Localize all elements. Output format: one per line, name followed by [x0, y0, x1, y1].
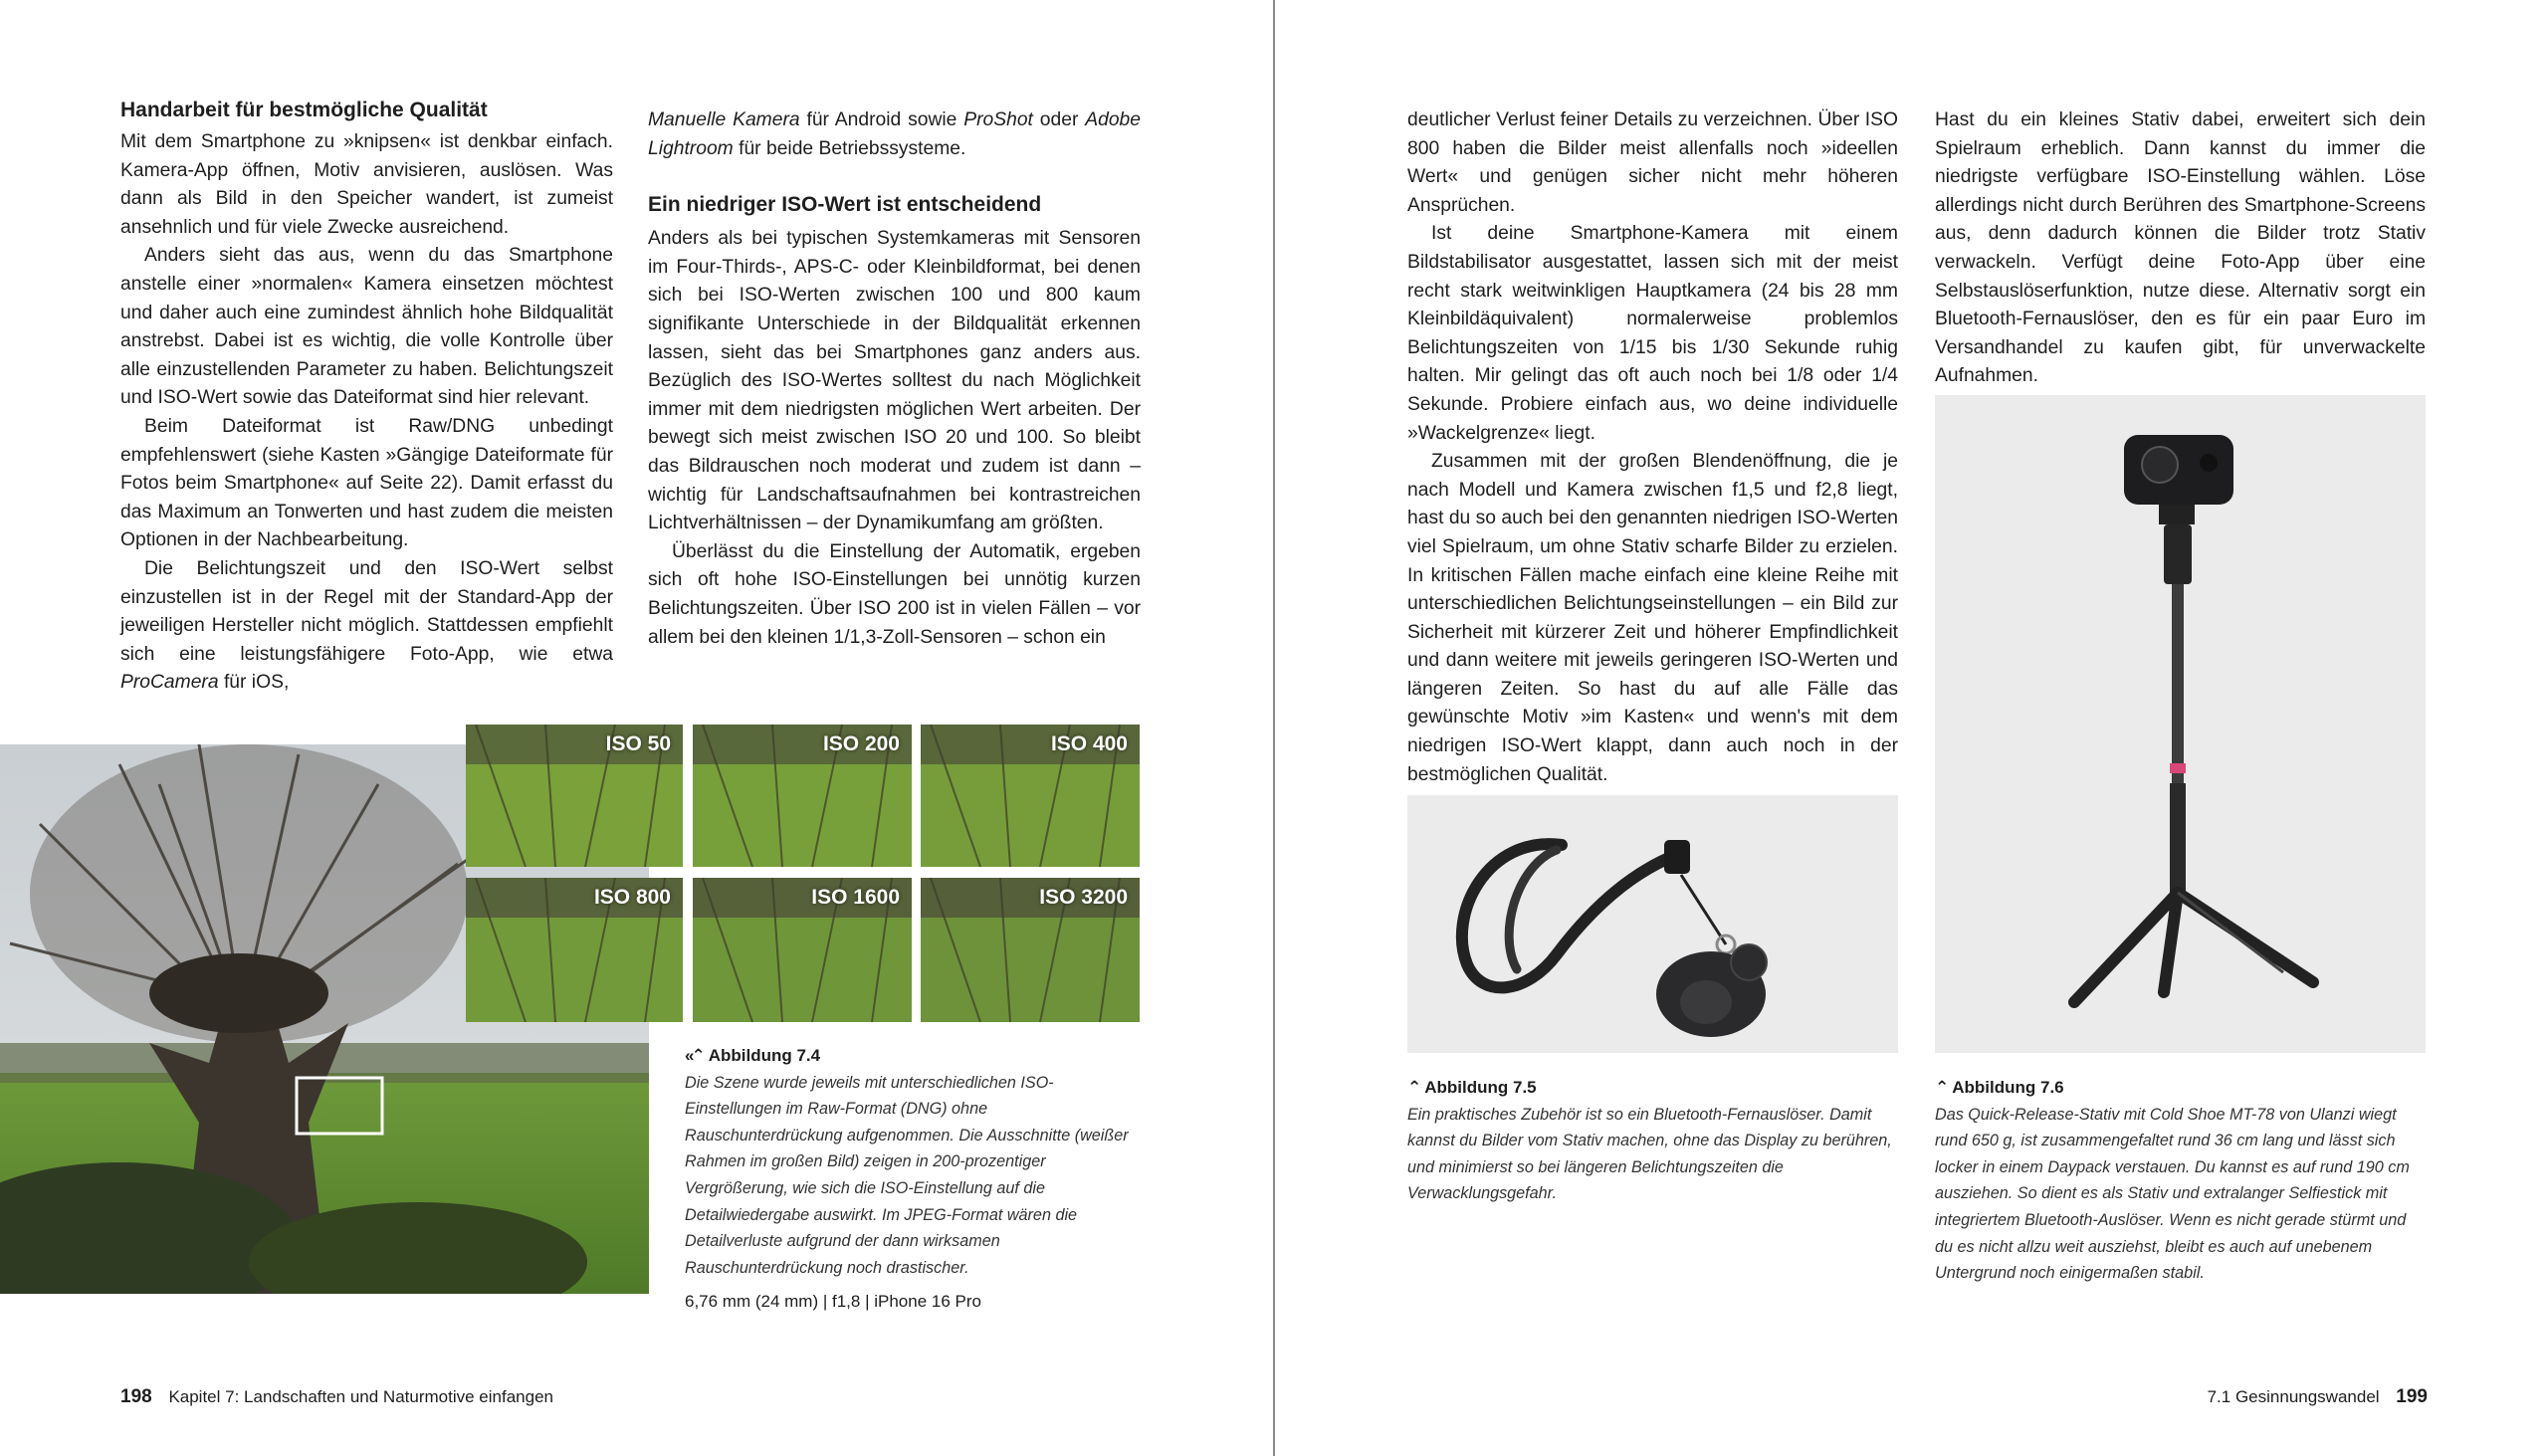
page-number: 199 — [2396, 1386, 2428, 1407]
app-name-lightroom: Adobe Lightroom — [648, 109, 1141, 159]
left-footer — [120, 1386, 553, 1408]
paragraph: Mit dem Smartphone zu »knipsen« ist denkbar einfach. Kamera-App öffnen, Motiv anvisieren, auslösen. Was dann als Bild in den Speicher wandert, ist zumeist ansehnlich und für viele Zwecke ausreichend. — [120, 131, 613, 238]
iso-crop-1 — [466, 725, 683, 867]
caption-heading — [685, 1043, 1138, 1070]
caption-title: Abbildung 7.5 — [1424, 1078, 1537, 1097]
paragraph: Anders sieht das aus, wenn du das Smartphone anstelle einer »normalen« Kamera einsetzen möchtest und daher auch eine zumindest ähnlich hohe Bildqualität anstrebst. Dabei ist es wichtig, die volle Kontrolle über alle einzustellenden Parameter zu haben. Belichtungszeit und ISO-Wert sowie das Dateiformat sind hier relevant. — [120, 245, 613, 409]
iso-crop-4 — [466, 878, 683, 1022]
app-name-manuelle-kamera: Manuelle Kamera — [648, 109, 800, 130]
paragraph: Überlässt du die Einstellung der Automatik, ergeben sich oft hohe ISO-Einstellungen bei unnötig kurzen Belichtungszeiten. Über ISO 200 ist in vielen Fällen – vor allem bei den kleinen 1/1,3-Zoll-Sensoren – schon ein — [648, 540, 1141, 648]
section-heading-handarbeit: Handarbeit für bestmögliche Qualität — [120, 99, 488, 121]
right-footer — [2208, 1386, 2428, 1408]
double-chevron-up-icon: ⌃ — [1407, 1078, 1419, 1097]
paragraph — [648, 106, 1141, 163]
caption-title: Abbildung 7.4 — [708, 1046, 821, 1065]
section-heading-iso: Ein niedriger ISO-Wert ist entscheidend — [648, 193, 1042, 217]
paragraph: Ist deine Smartphone-Kamera mit einem Bildstabilisator ausgestattet, lassen sich mit der meist recht stark weitwinkligen Hauptkamera (24 bis 28 mm Kleinbildäquivalent) normalerweise problemlos Belichtungszeiten von 1/15 bis 1/30 Sekunde ruhig halten. Mir gelingt das oft auch noch bei 1/8 oder 1/4 Sekunde. Probiere einfach aus, wo deine individuelle »Wackelgrenze« liegt. — [1407, 223, 1898, 444]
iso-crop-6 — [921, 878, 1140, 1022]
running-head: Kapitel 7: Landschaften und Naturmotive einfangen — [168, 1387, 553, 1406]
paragraph-text: oder — [1032, 109, 1086, 130]
iso-crop-3 — [921, 725, 1140, 867]
bluetooth-remote-photo — [1407, 795, 1898, 1053]
iso-label: ISO 3200 — [1039, 886, 1128, 909]
iso-label: ISO 1600 — [811, 886, 900, 909]
paragraph-tail: für iOS, — [218, 672, 290, 694]
left-page — [0, 0, 1273, 1456]
right-column-2 — [1935, 106, 2426, 391]
caption-body: Ein praktisches Zubehör ist so ein Bluetooth-Fernauslöser. Damit kannst du Bilder vom Stativ machen, ohne das Display zu berühren, und minimierst so bei längeren Belichtungszeiten die Verwacklungsgefahr. — [1407, 1105, 1892, 1203]
caption-exif: 6,76 mm (24 mm) | f1,8 | iPhone 16 Pro — [685, 1292, 981, 1312]
figure-7-6-caption — [1935, 1075, 2426, 1287]
paragraph: Beim Dateiformat ist Raw/DNG unbedingt empfehlenswert (siehe Kasten »Gängige Dateiformate für Fotos beim Smartphone« auf Seite 22). Damit erfasst du das Maximum an Tonwerten und hast zudem die meisten Optionen in der Nachbearbeitung. — [120, 415, 613, 551]
iso-crop-5 — [693, 878, 912, 1022]
iso-label: ISO 400 — [1050, 732, 1128, 755]
paragraph — [120, 555, 613, 698]
tripod-photo — [1935, 395, 2426, 1053]
iso-crop-2 — [693, 725, 912, 867]
paragraph-text: für beide Betriebssysteme. — [733, 137, 966, 159]
paragraph: deutlicher Verlust feiner Details zu verzeichnen. Über ISO 800 haben die Bilder meist allenfalls noch »ideellen Wert« und genügen sicher nicht mehr höheren Ansprüchen. — [1407, 109, 1898, 216]
figure-7-4-caption — [685, 1043, 1138, 1316]
paragraph-text: Die Belichtungszeit und den ISO-Wert selbst einzustellen ist in der Regel mit der Standard-App der jeweiligen Hersteller nicht möglich. Stattdessen empfiehlt sich eine leistungsfähigere Foto-App, wie etwa — [120, 557, 613, 665]
left-column-1 — [120, 97, 613, 698]
page-number: 198 — [120, 1386, 152, 1407]
left-column-2 — [648, 106, 1141, 652]
bluetooth-remote-illustration — [1407, 795, 1898, 1053]
right-column-1 — [1407, 106, 1898, 789]
double-chevron-up-icon: ⌃ — [1935, 1078, 1947, 1097]
running-head: 7.1 Gesinnungswandel — [2207, 1387, 2380, 1406]
right-page — [1275, 0, 2548, 1456]
paragraph: Anders als bei typischen Systemkameras mit Sensoren im Four-Thirds-, APS-C- oder Kleinbildformat, bei denen sich bei ISO-Werten zwischen 100 und 800 kaum signifikante Unterschiede in der Bildqualität erkennen lassen, sieht das bei Smartphones ganz anders aus. Bezüglich des ISO-Wertes solltest du nach Möglichkeit immer mit dem niedrigsten möglichen Wert arbeiten. Der bewegt sich meist zwischen ISO 20 und 100. So bleibt das Bildrauschen noch moderat und zudem ist dann – wichtig für Landschaftsaufnahmen bei kontrastreichen Lichtverhältnissen – der Dynamikumfang am größten. — [648, 228, 1141, 534]
caption-body: Die Szene wurde jeweils mit unterschiedlichen ISO-Einstellungen im Raw-Format (DNG) ohne Rauschunterdrückung aufgenommen. Die Ausschnitte (weißer Rahmen im großen Bild) zeigen in 200-prozentiger Vergrößerung, wie sich die ISO-Einstellung auf die Detailwiedergabe auswirkt. Im JPEG-Format wären die Detailverluste aufgrund der dann wirksamen Rauschunterdrückung noch drastischer. — [685, 1073, 1129, 1277]
app-name-proshot: ProShot — [963, 109, 1033, 130]
paragraph-text: für Android sowie — [799, 109, 964, 130]
paragraph: Hast du ein kleines Stativ dabei, erweitert sich dein Spielraum erheblich. Dann kannst du immer die niedrigste verfügbare ISO-Einstellung wählen. Löse allerdings nicht durch Berühren des Smartphone-Screens aus, denn dadurch können die Bilder trotz Stativ verwackeln. Verfügt deine Foto-App über eine Selbstauslöserfunktion, nutze diese. Alternativ sorgt ein Bluetooth-Fernauslöser, den es für ein paar Euro im Versandhandel zu kaufen gibt, für unverwackelte Aufnahmen. — [1935, 109, 2426, 387]
caption-title: Abbildung 7.6 — [1952, 1078, 2064, 1097]
paragraph: Zusammen mit der großen Blendenöffnung, die je nach Modell und Kamera zwischen f1,5 und f2,8 liegt, hast du so auch bei den genannten niedrigen ISO-Werten viel Spielraum, um ohne Stativ scharfe Bilder zu erzielen. In kritischen Fällen mache einfach eine kleine Reihe mit unterschiedlichen Belichtungseinstellungen – ein Bild zur Sicherheit mit kürzerer Zeit und höherer Empfindlichkeit und dann weitere mit jeweils geringeren ISO-Werten und längeren Zeiten. So hast du auf alle Fälle das gewünschte Motiv »im Kasten« und wenn's mit dem niedrigen ISO-Wert klappt, dann auch noch in der bestmöglichen Qualität. — [1407, 451, 1898, 785]
figure-7-5-caption — [1407, 1075, 1898, 1207]
app-name-procamera: ProCamera — [120, 672, 219, 694]
caption-heading — [1407, 1075, 1898, 1102]
iso-label: ISO 200 — [822, 732, 900, 755]
double-chevron-left-up-icon: «⌃ — [685, 1046, 703, 1065]
caption-heading — [1935, 1075, 2426, 1102]
caption-body: Das Quick-Release-Stativ mit Cold Shoe MT-78 von Ulanzi wiegt rund 650 g, ist zusammengefaltet rund 36 cm lang und lässt sich locker in einem Daypack verstauen. Du kannst es auf rund 190 cm ausziehen. So dient es als Stativ und extralanger Selfiestick mit integriertem Bluetooth-Auslöser. Wenn es nicht gerade stürmt und du es nicht allzu weit ausziehst, bleibt es auch auf unebenem Untergrund noch einigermaßen stabil. — [1935, 1105, 2410, 1283]
iso-label: ISO 800 — [593, 886, 671, 909]
iso-label: ISO 50 — [605, 732, 671, 755]
tripod-illustration — [1935, 395, 2426, 1053]
